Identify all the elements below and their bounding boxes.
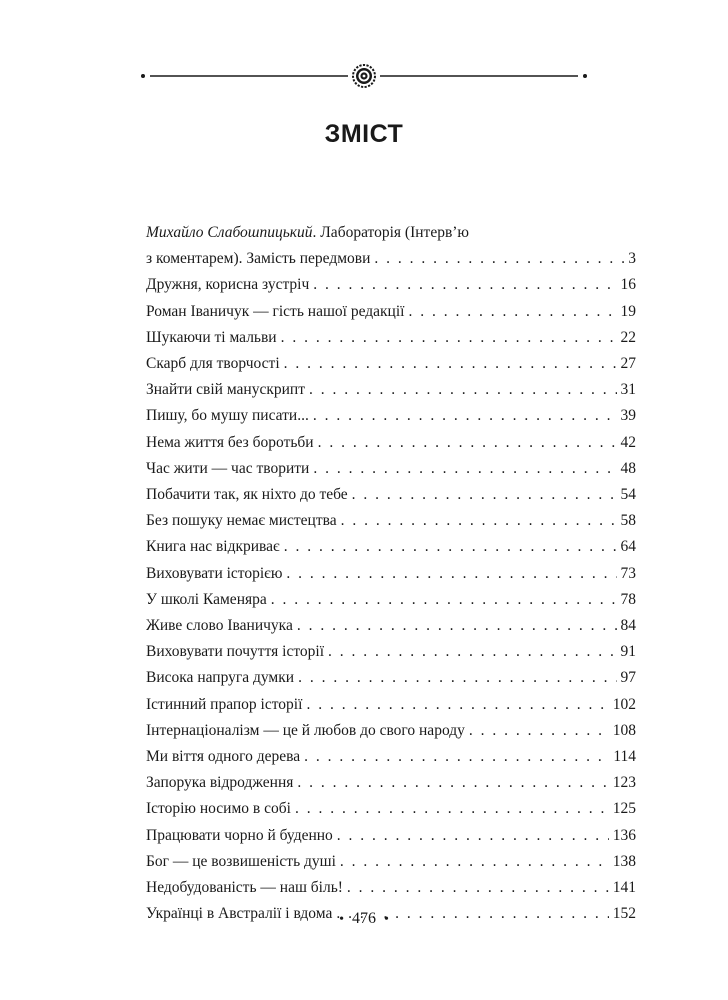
dot-leader	[309, 377, 616, 403]
toc-entry	[146, 272, 636, 298]
toc-entry-title: Побачити так, як ніхто до тебе	[146, 486, 348, 504]
toc-entry-page: 73	[620, 564, 636, 582]
toc-entry-page: 138	[612, 852, 636, 870]
toc-entry-page: 102	[612, 695, 636, 713]
toc-entry-title: Роман Іваничук — гість нашої редакції	[146, 302, 405, 320]
dot-leader	[341, 508, 617, 534]
toc-entry-title: Книга нас відкриває	[146, 538, 280, 556]
toc-entry	[146, 587, 636, 613]
dot-leader	[328, 639, 616, 665]
dot-leader	[313, 456, 616, 482]
dot-leader	[297, 770, 608, 796]
dot-leader	[340, 849, 609, 875]
toc-entry-title: Час жити — час творити	[146, 459, 310, 477]
toc-entry	[146, 482, 636, 508]
toc-entry-page: 48	[620, 459, 636, 477]
intro-line-1	[146, 220, 636, 246]
toc-entry-page: 58	[620, 512, 636, 530]
toc-entries	[146, 272, 636, 927]
toc-entry-title: Історію носимо в собі	[146, 800, 291, 818]
toc-entry-title: Українці в Австралії і вдома	[146, 905, 333, 923]
toc-entry-page: 22	[620, 328, 636, 346]
toc-entry-page: 114	[613, 748, 636, 766]
toc-entry-page: 152	[612, 905, 636, 923]
toc-entry	[146, 875, 636, 901]
toc-entry	[146, 377, 636, 403]
toc-entry	[146, 299, 636, 325]
toc-entry-page: 78	[620, 590, 636, 608]
page-title: ЗМІСТ	[324, 120, 404, 148]
toc-entry-page: 27	[620, 355, 636, 373]
toc-entry-title: Недобудованість — наш біль!	[146, 879, 343, 897]
toc-entry	[146, 665, 636, 691]
toc-entry-page: 64	[620, 538, 636, 556]
dot-leader	[352, 482, 617, 508]
toc-entry-title: Висока напруга думки	[146, 669, 295, 687]
dot-leader	[284, 534, 617, 560]
dot-leader	[284, 351, 617, 377]
toc-entry-title: Дружня, корисна зустріч	[146, 276, 310, 294]
toc-entry	[146, 351, 636, 377]
intro-title-part1: . Лабораторія (Інтерв’ю	[312, 224, 470, 241]
intro-author: Михайло Слабошпицький	[146, 224, 313, 241]
toc-entry-title: Пишу, бо мушу писати...	[146, 407, 309, 425]
toc-entry	[146, 561, 636, 587]
toc-entry-title: Виховувати почуття історії	[146, 643, 325, 661]
toc-entry-title: Істинний прапор історії	[146, 695, 303, 713]
toc-entry-page: 125	[612, 800, 636, 818]
toc-entry-page: 16	[620, 276, 636, 294]
toc-entry-page: 141	[612, 879, 636, 897]
intro-entry	[146, 246, 636, 272]
dot-leader	[271, 587, 617, 613]
toc-entry	[146, 796, 636, 822]
dot-leader	[297, 613, 617, 639]
toc-entry-title: Живе слово Іваничука	[146, 617, 293, 635]
page-number: 476	[352, 910, 376, 927]
toc-entry	[146, 430, 636, 456]
toc-entry-page: 84	[620, 617, 636, 635]
toc-entry-title: Запорука відродження	[146, 774, 294, 792]
dot-leader	[295, 796, 609, 822]
dot-leader	[318, 430, 617, 456]
toc-entry-title: Бог — це возвишеність душі	[146, 852, 336, 870]
toc-entry-title: Нема життя без боротьби	[146, 433, 314, 451]
dot-leader	[337, 823, 609, 849]
dot-leader	[281, 325, 617, 351]
dot-leader	[374, 246, 624, 272]
dot-leader	[347, 875, 609, 901]
toc-entry-page: 136	[612, 826, 636, 844]
toc-entry	[146, 718, 636, 744]
toc-entry-page: 97	[620, 669, 636, 687]
toc-entry	[146, 639, 636, 665]
toc-entry	[146, 534, 636, 560]
toc-entry	[146, 456, 636, 482]
toc-entry-title: Працювати чорно й буденно	[146, 826, 333, 844]
toc-entry-title: Без пошуку немає мистецтва	[146, 512, 337, 530]
toc-entry	[146, 744, 636, 770]
toc-entry-title: Шукаючи ті мальви	[146, 328, 277, 346]
toc-entry	[146, 692, 636, 718]
toc-entry-title: Ми віття одного дерева	[146, 748, 301, 766]
toc-entry	[146, 325, 636, 351]
toc-entry-title: Скарб для творчості	[146, 355, 280, 373]
dot-leader	[298, 665, 616, 691]
toc-entry	[146, 508, 636, 534]
toc-entry-page: 54	[620, 486, 636, 504]
dot-leader	[469, 718, 609, 744]
dot-leader	[408, 299, 616, 325]
intro-page: 3	[628, 250, 636, 268]
toc-entry	[146, 403, 636, 429]
toc-entry-title: Виховувати історією	[146, 564, 283, 582]
toc-entry-page: 91	[620, 643, 636, 661]
toc-entry	[146, 613, 636, 639]
toc-entry-title: Знайти свій манускрипт	[146, 381, 306, 399]
toc-entry-page: 108	[612, 721, 636, 739]
dot-leader	[313, 272, 616, 298]
toc-entry-page: 42	[620, 433, 636, 451]
toc-entry-page: 19	[620, 302, 636, 320]
dot-leader	[313, 403, 617, 429]
toc-entry-title: Інтернаціоналізм — це й любов до свого народу	[146, 721, 465, 739]
toc-entry	[146, 823, 636, 849]
dot-leader	[304, 744, 609, 770]
toc-entry	[146, 770, 636, 796]
rosette-ornament-icon	[140, 64, 588, 88]
toc-entry-title: У школі Каменяра	[146, 590, 267, 608]
dot-leader	[286, 561, 616, 587]
toc-entry-page: 39	[620, 407, 636, 425]
toc-entry-page: 123	[612, 774, 636, 792]
table-of-contents	[146, 220, 636, 927]
dot-leader	[306, 692, 608, 718]
page-footer: • 476 •	[339, 910, 389, 927]
toc-entry	[146, 849, 636, 875]
intro-title-part2: з коментарем). Замість передмови	[146, 250, 371, 268]
toc-entry-page: 31	[620, 381, 636, 399]
